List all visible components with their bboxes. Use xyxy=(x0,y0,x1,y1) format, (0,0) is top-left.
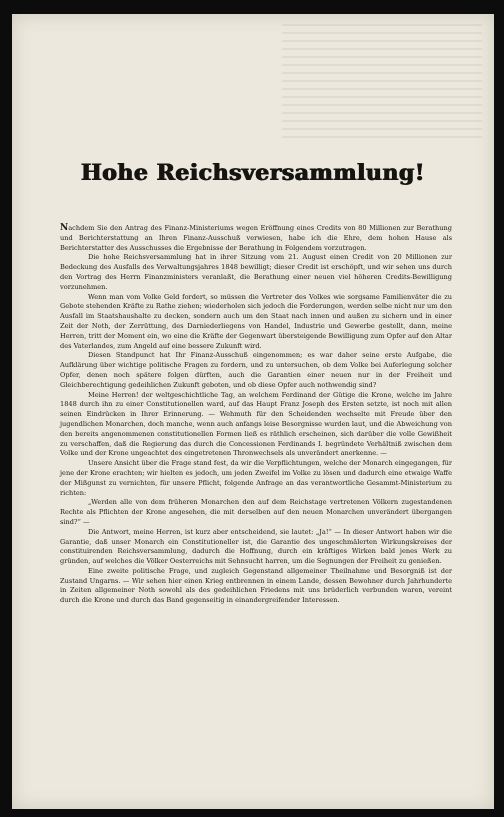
paragraph: Die Antwort, meine Herren, ist kurz aber entscheidend, sie lautet: „Ja!“ — In dieser Antwort haben wir die Garantie, daß unser Monarch ein Constitutioneller ist, die Garantie des ungeschmälerten Wirkungskreises der constituirenden Reichsversammlung, dadurch die Hoffnung, durch ein kräftiges Wirken bald jenes Werk zu gründen, auf welches die Völker Oesterreichs mit Sehnsucht harren, um die Segnungen der Freiheit zu genießen. xyxy=(60,527,452,566)
show-through-texture xyxy=(282,24,482,144)
document-sheet xyxy=(12,14,494,809)
paragraph: Die hohe Reichsversammlung hat in ihrer Sitzung vom 21. August einen Credit von 20 Millionen zur Bedeckung des Ausfalls des Verwaltungsjahres 1848 bewilligt; dieser Credit ist erschöpft, und wir sehen uns durch den Vortrag des Herrn Finanzministers veranlaßt, die Berathung einer neuen viel höheren Credits-Bewilligung vorzunehmen. xyxy=(60,253,452,291)
paragraph: Diesen Standpunct hat Ihr Finanz-Ausschuß eingenommen; es war daher seine erste Aufgabe, die Aufklärung über wichtige politische Fragen zu fordern, und zu untersuchen, ob dem Volke bei Auferlegung solcher Opfer, denen noch spätere folgen dürften, auch die Garantien einer neuen nur in der Freiheit und Gleichberechtigung gedeihlichen Zukunft geboten, und ob diese Opfer auch nothwendig sind? xyxy=(60,351,452,389)
document-body xyxy=(60,224,452,606)
paragraph: Nachdem Sie den Antrag des Finanz-Ministeriums wegen Eröffnung eines Credits von 80 Millionen zur Berathung und Berichterstattung an Ihren Finanz-Ausschuß verwiesen, habe ich die Ehre, dem hohen Hause als Berichterstatter des Ausschusses die Ergebnisse der Berathung in Folgendem vorzutragen. xyxy=(60,223,452,252)
paragraph: Eine zweite politische Frage, und zugleich Gegenstand allgemeiner Theilnahme und Besorgniß ist der Zustand Ungarns. — Wir sehen hier einen Krieg entbrennen in einem Lande, dessen Bewohner durch Jahrhunderte in Zeiten allgemeiner Noth sowohl als des gedeihlichen Friedens mit uns brüderlich verbunden waren, vereint durch die Krone und durch das Band gegenseitig in einandergreifender Interessen. xyxy=(60,566,452,605)
document-title: Hohe Reichsversammlung! xyxy=(81,160,425,186)
paragraph: Wenn man vom Volke Geld fordert, so müssen die Vertreter des Volkes wie sorgsame Familienväter die zu Gebote stehenden Kräfte zu Rathe ziehen; wiederholen sich jedoch die Forderungen, werden selbe nicht nur um den Ausfall im Staatshaushalte zu decken, sondern auch um den Staat nach innen und außen zu sichern und in einer Zeit der Noth, der Zerrüttung, des Darniederliegens von Handel, Industrie und Gewerbe gestellt, dann, meine Herren, tritt der Moment ein, wo eine die Kräfte der Gegenwart übersteigende Bewilligung zum Opfer auf den Altar des Vaterlandes, zum Angeld auf eine bessere Zukunft wird. xyxy=(60,292,452,350)
paragraph: Unsere Ansicht über die Frage stand fest, da wir die Verpflichtungen, welche der Monarch eingegangen, für jene der Krone erachten; wir hielten es jedoch, um jeden Zweifel im Volke zu lösen und dadurch eine etwaige Waffe der Mißgunst zu vernichten, für unsere Pflicht, folgende Anfrage an das verantwortliche Gesammt-Ministerium zu richten: xyxy=(60,459,452,497)
paragraph: Meine Herren! der weltgeschichtliche Tag, an welchem Ferdinand der Gütige die Krone, welche im Jahre 1848 durch ihn zu einer Constitutionellen ward, auf das Haupt Franz Joseph des Ersten setzte, ist noch mit allen seinen Eindrücken in Ihrer Erinnerung. — Wehmuth für den Scheidenden wechselte mit Freude über den jugendlichen Monarchen, doch manche, wenn auch anfangs leise Besorgnisse wurden laut, und die Abweichung von den bereits angenommenen constitutionellen Formen ließ es räthlich erscheinen, sich darüber die volle Gewißheit zu verschaffen, daß die Regierung das durch die Concessionen Ferdinands I. begründete Verhältniß zwischen dem Volke und der Krone ungeachtet des eingetretenen Thronwechsels als unverändert anerkenne. — xyxy=(60,390,452,458)
paragraph: „Werden alle von dem früheren Monarchen den auf dem Reichstage vertretenen Völkern zugestandenen Rechte als Pflichten der Krone angesehen, die mit derselben auf den neuen Monarchen unverändert übergangen sind?“ — xyxy=(60,498,452,526)
